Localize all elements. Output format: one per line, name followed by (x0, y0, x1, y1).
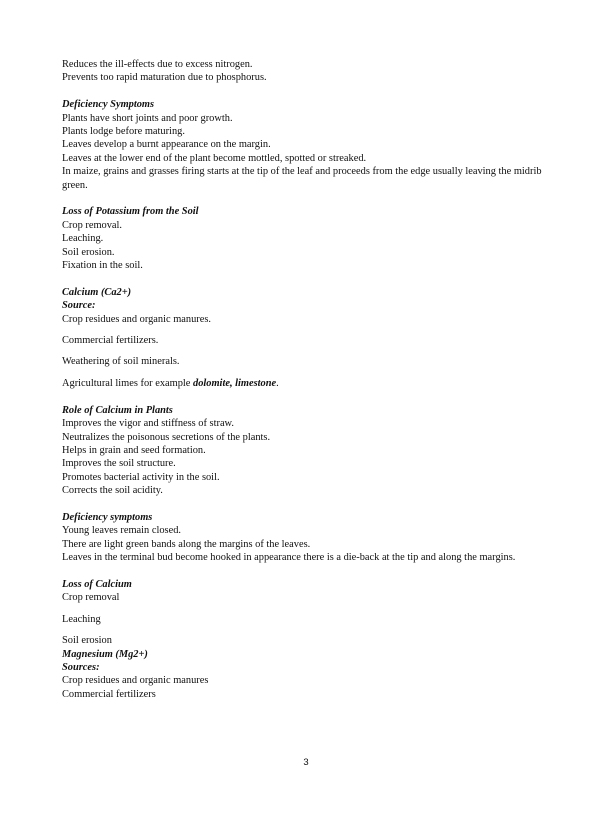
list-item: Crop removal. (62, 219, 123, 231)
calcium-loss-heading: Loss of Calcium (62, 578, 132, 590)
intro-line: Reduces the ill-effects due to excess nitrogen. (62, 59, 253, 70)
list-item: Leaves develop a burnt appearance on the margin. (62, 139, 271, 151)
list-item: Promotes bacterial activity in the soil. (62, 471, 220, 483)
list-item: Crop removal (62, 592, 120, 604)
list-item: Plants have short joints and poor growth. (62, 112, 233, 124)
list-item: Improves the soil structure. (62, 458, 176, 470)
list-item: There are light green bands along the margins of the leaves. (62, 538, 311, 550)
potassium-loss-heading: Loss of Potassium from the Soil (62, 206, 199, 218)
list-item: Fixation in the soil. (62, 260, 143, 272)
list-item (62, 377, 562, 390)
list-item: Young leaves remain closed. (62, 525, 181, 537)
limes-examples: dolomite, limestone (193, 377, 277, 389)
intro-line: Prevents too rapid maturation due to phosphorus. (62, 72, 267, 84)
list-item: Weathering of soil minerals. (62, 356, 180, 368)
list-item: Commercial fertilizers. (62, 335, 159, 347)
list-item: Crop residues and organic manures. (62, 313, 211, 325)
page-number: 3 (303, 757, 309, 768)
list-item: Leaching. (62, 233, 104, 245)
list-item: Leaves at the lower end of the plant become mottled, spotted or streaked. (62, 152, 367, 164)
document-page (62, 58, 562, 701)
list-item: Leaching (62, 613, 101, 625)
calcium-heading: Calcium (Ca2+) (62, 286, 132, 298)
list-item: Helps in grain and seed formation. (62, 444, 206, 456)
list-item: Improves the vigor and stiffness of straw. (62, 418, 234, 430)
potassium-deficiency-heading: Deficiency Symptoms (62, 99, 155, 111)
magnesium-heading: Magnesium (Mg2+) (62, 648, 148, 660)
list-item: Neutralizes the poisonous secretions of the plants. (62, 431, 271, 443)
list-item: Plants lodge before maturing. (62, 126, 185, 138)
list-item: Leaves in the terminal bud become hooked in appearance there is a die-back at the tip and along the margins. (62, 552, 516, 564)
list-item: Soil erosion. (62, 246, 115, 258)
list-item: Commercial fertilizers (62, 688, 156, 700)
calcium-deficiency-heading: Deficiency symptoms (62, 511, 153, 523)
list-item: Corrects the soil acidity. (62, 485, 163, 497)
limes-suffix: . (276, 377, 279, 389)
magnesium-sources-heading: Sources: (62, 661, 100, 673)
list-item: In maize, grains and grasses firing starts at the tip of the leaf and proceeds from the edge usually leaving the midrib green. (62, 166, 542, 191)
calcium-source-heading: Source: (62, 300, 96, 312)
list-item: Soil erosion (62, 635, 112, 647)
calcium-role-heading: Role of Calcium in Plants (62, 404, 173, 416)
limes-prefix: Agricultural limes for example (62, 377, 193, 389)
list-item: Crop residues and organic manures (62, 675, 209, 687)
